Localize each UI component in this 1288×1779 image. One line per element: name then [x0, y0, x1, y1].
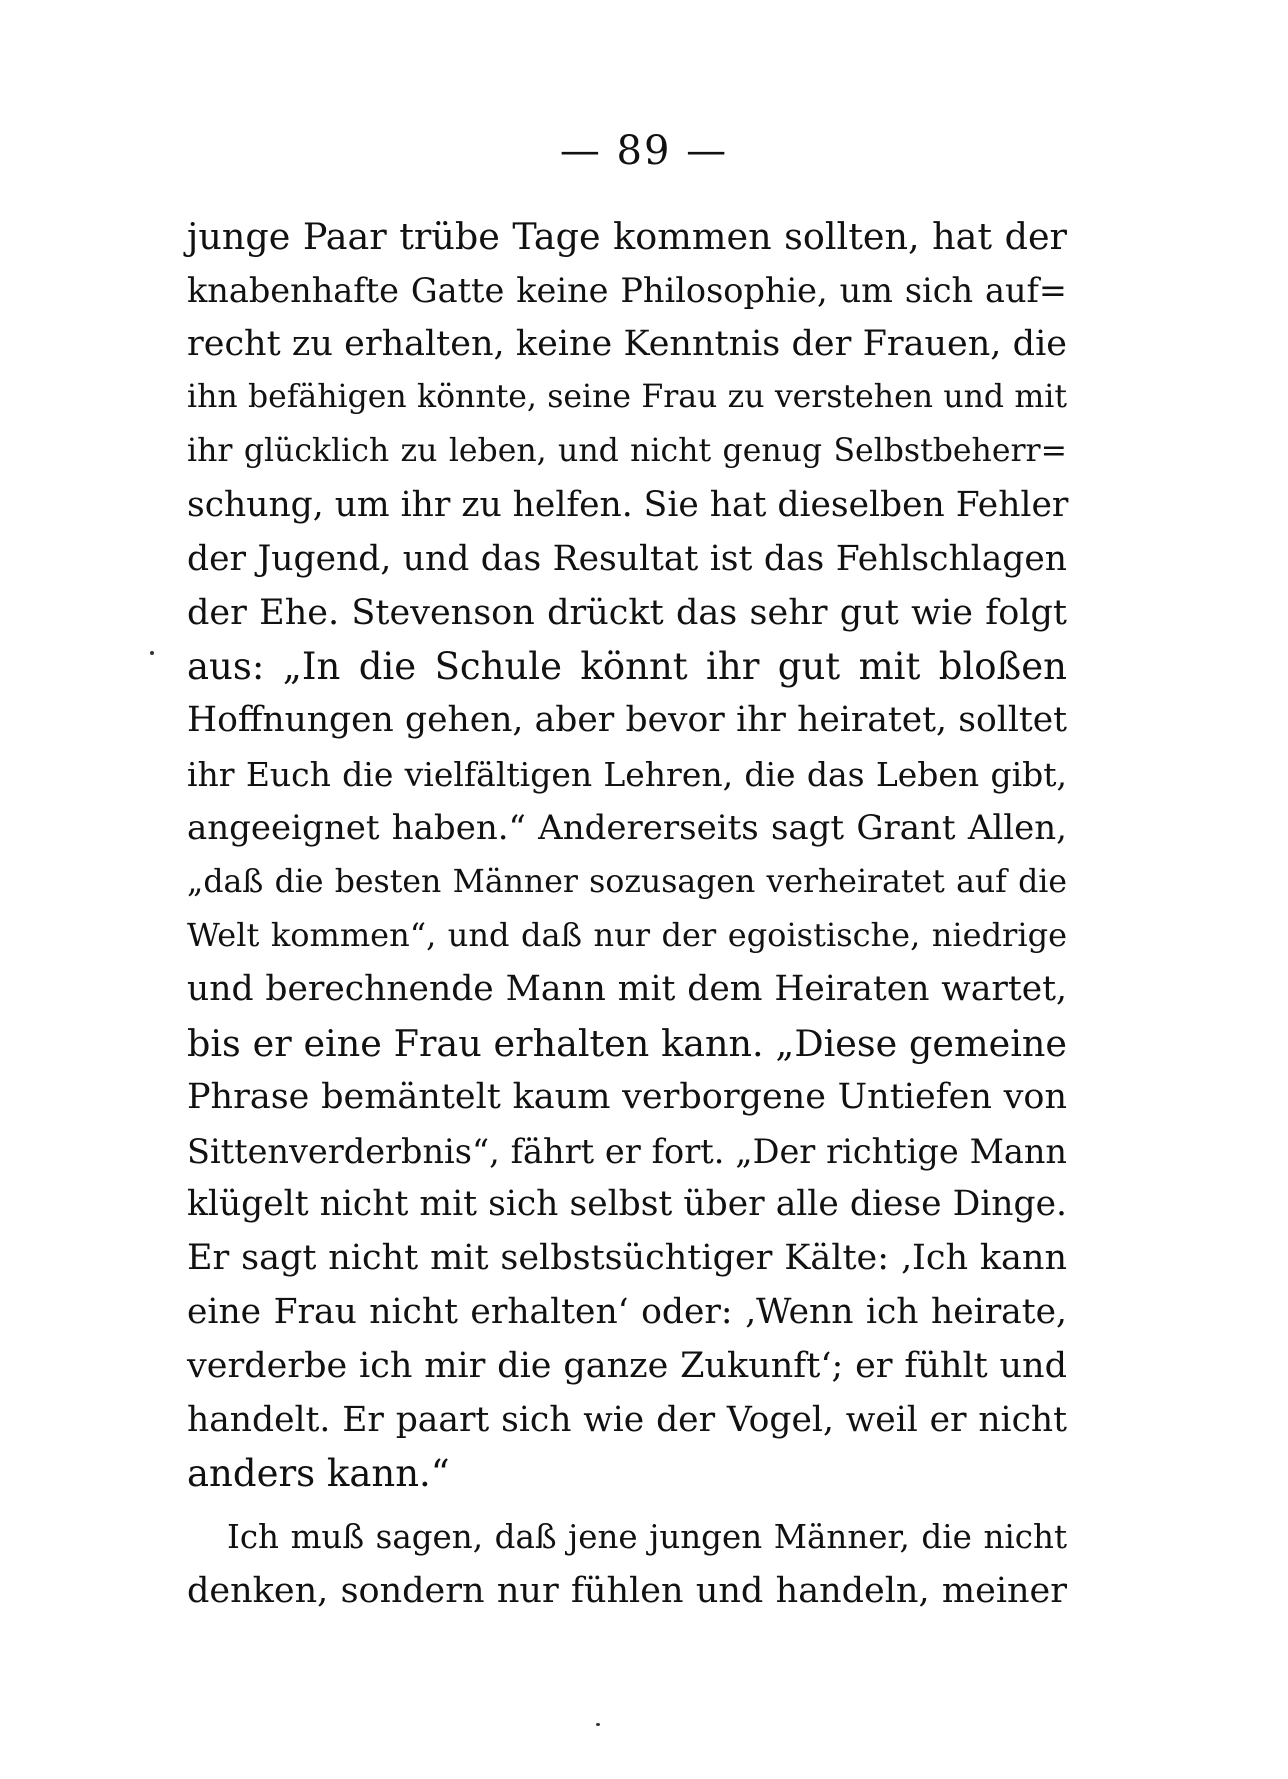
text-line: knabenhafte Gatte keine Philosophie, um sich auf= [187, 270, 1067, 310]
text-line: „daß die besten Männer sozusagen verheiratet auf die [187, 863, 1067, 900]
text-line: junge Paar trübe Tage kommen sollten, hat der [187, 215, 1067, 258]
text-line: Er sagt nicht mit selbstsüchtiger Kälte: ‚Ich kann [187, 1238, 1067, 1279]
text-line: ihr Euch die vielfältigen Lehren, die das Leben gibt, [187, 754, 1067, 794]
text-line: ihn befähigen könnte, seine Frau zu verstehen und mit [187, 379, 1067, 416]
text-line: der Jugend, und das Resultat ist das Fehlschlagen [187, 538, 1067, 579]
text-line: recht zu erhalten, keine Kenntnis der Frauen, die [187, 323, 1067, 364]
text-line: Welt kommen“, und daß nur der egoistische, niedrige [187, 916, 1067, 955]
text-line: Phrase bemäntelt kaum verborgene Untiefen von [187, 1076, 1067, 1117]
text-line: verderbe ich mir die ganze Zukunft‘; er fühlt und [187, 1345, 1067, 1386]
body-text [187, 210, 1067, 1619]
text-line: Sittenverderbnis“, fährt er fort. „Der richtige Mann [187, 1131, 1067, 1171]
text-line: denken, sondern nur fühlen und handeln, meiner [187, 1570, 1067, 1611]
page-number: — 89 — [559, 128, 729, 174]
text-line: klügelt nicht mit sich selbst über alle diese Dinge. [187, 1184, 1067, 1225]
text-line: ihr glücklich zu leben, und nicht genug Selbstbeherr= [187, 433, 1067, 470]
text-line: schung, um ihr zu helfen. Sie hat dieselben Fehler [187, 484, 1069, 525]
paper-speck [150, 651, 154, 655]
text-line: anders kann.“ [187, 1452, 450, 1496]
text-line: eine Frau nicht erhalten‘ oder: ‚Wenn ich heirate, [187, 1291, 1067, 1332]
text-line: aus: „In die Schule könnt ihr gut mit bloßen [187, 645, 1067, 689]
text-line: der Ehe. Stevenson drückt das sehr gut wie folgt [187, 592, 1067, 633]
paper-speck [596, 1723, 600, 1726]
text-line: handelt. Er paart sich wie der Vogel, weil er nicht [187, 1399, 1067, 1440]
text-line: bis er eine Frau erhalten kann. „Diese gemeine [187, 1021, 1067, 1065]
text-line: Hoffnungen gehen, aber bevor ihr heiratet, solltet [187, 700, 1067, 741]
text-line: Ich muß sagen, daß jene jungen Männer, die nicht [227, 1518, 1067, 1557]
text-line: und berechnende Mann mit dem Heiraten wartet, [187, 969, 1067, 1010]
text-line: angeeignet haben.“ Andererseits sagt Grant Allen, [187, 807, 1067, 848]
